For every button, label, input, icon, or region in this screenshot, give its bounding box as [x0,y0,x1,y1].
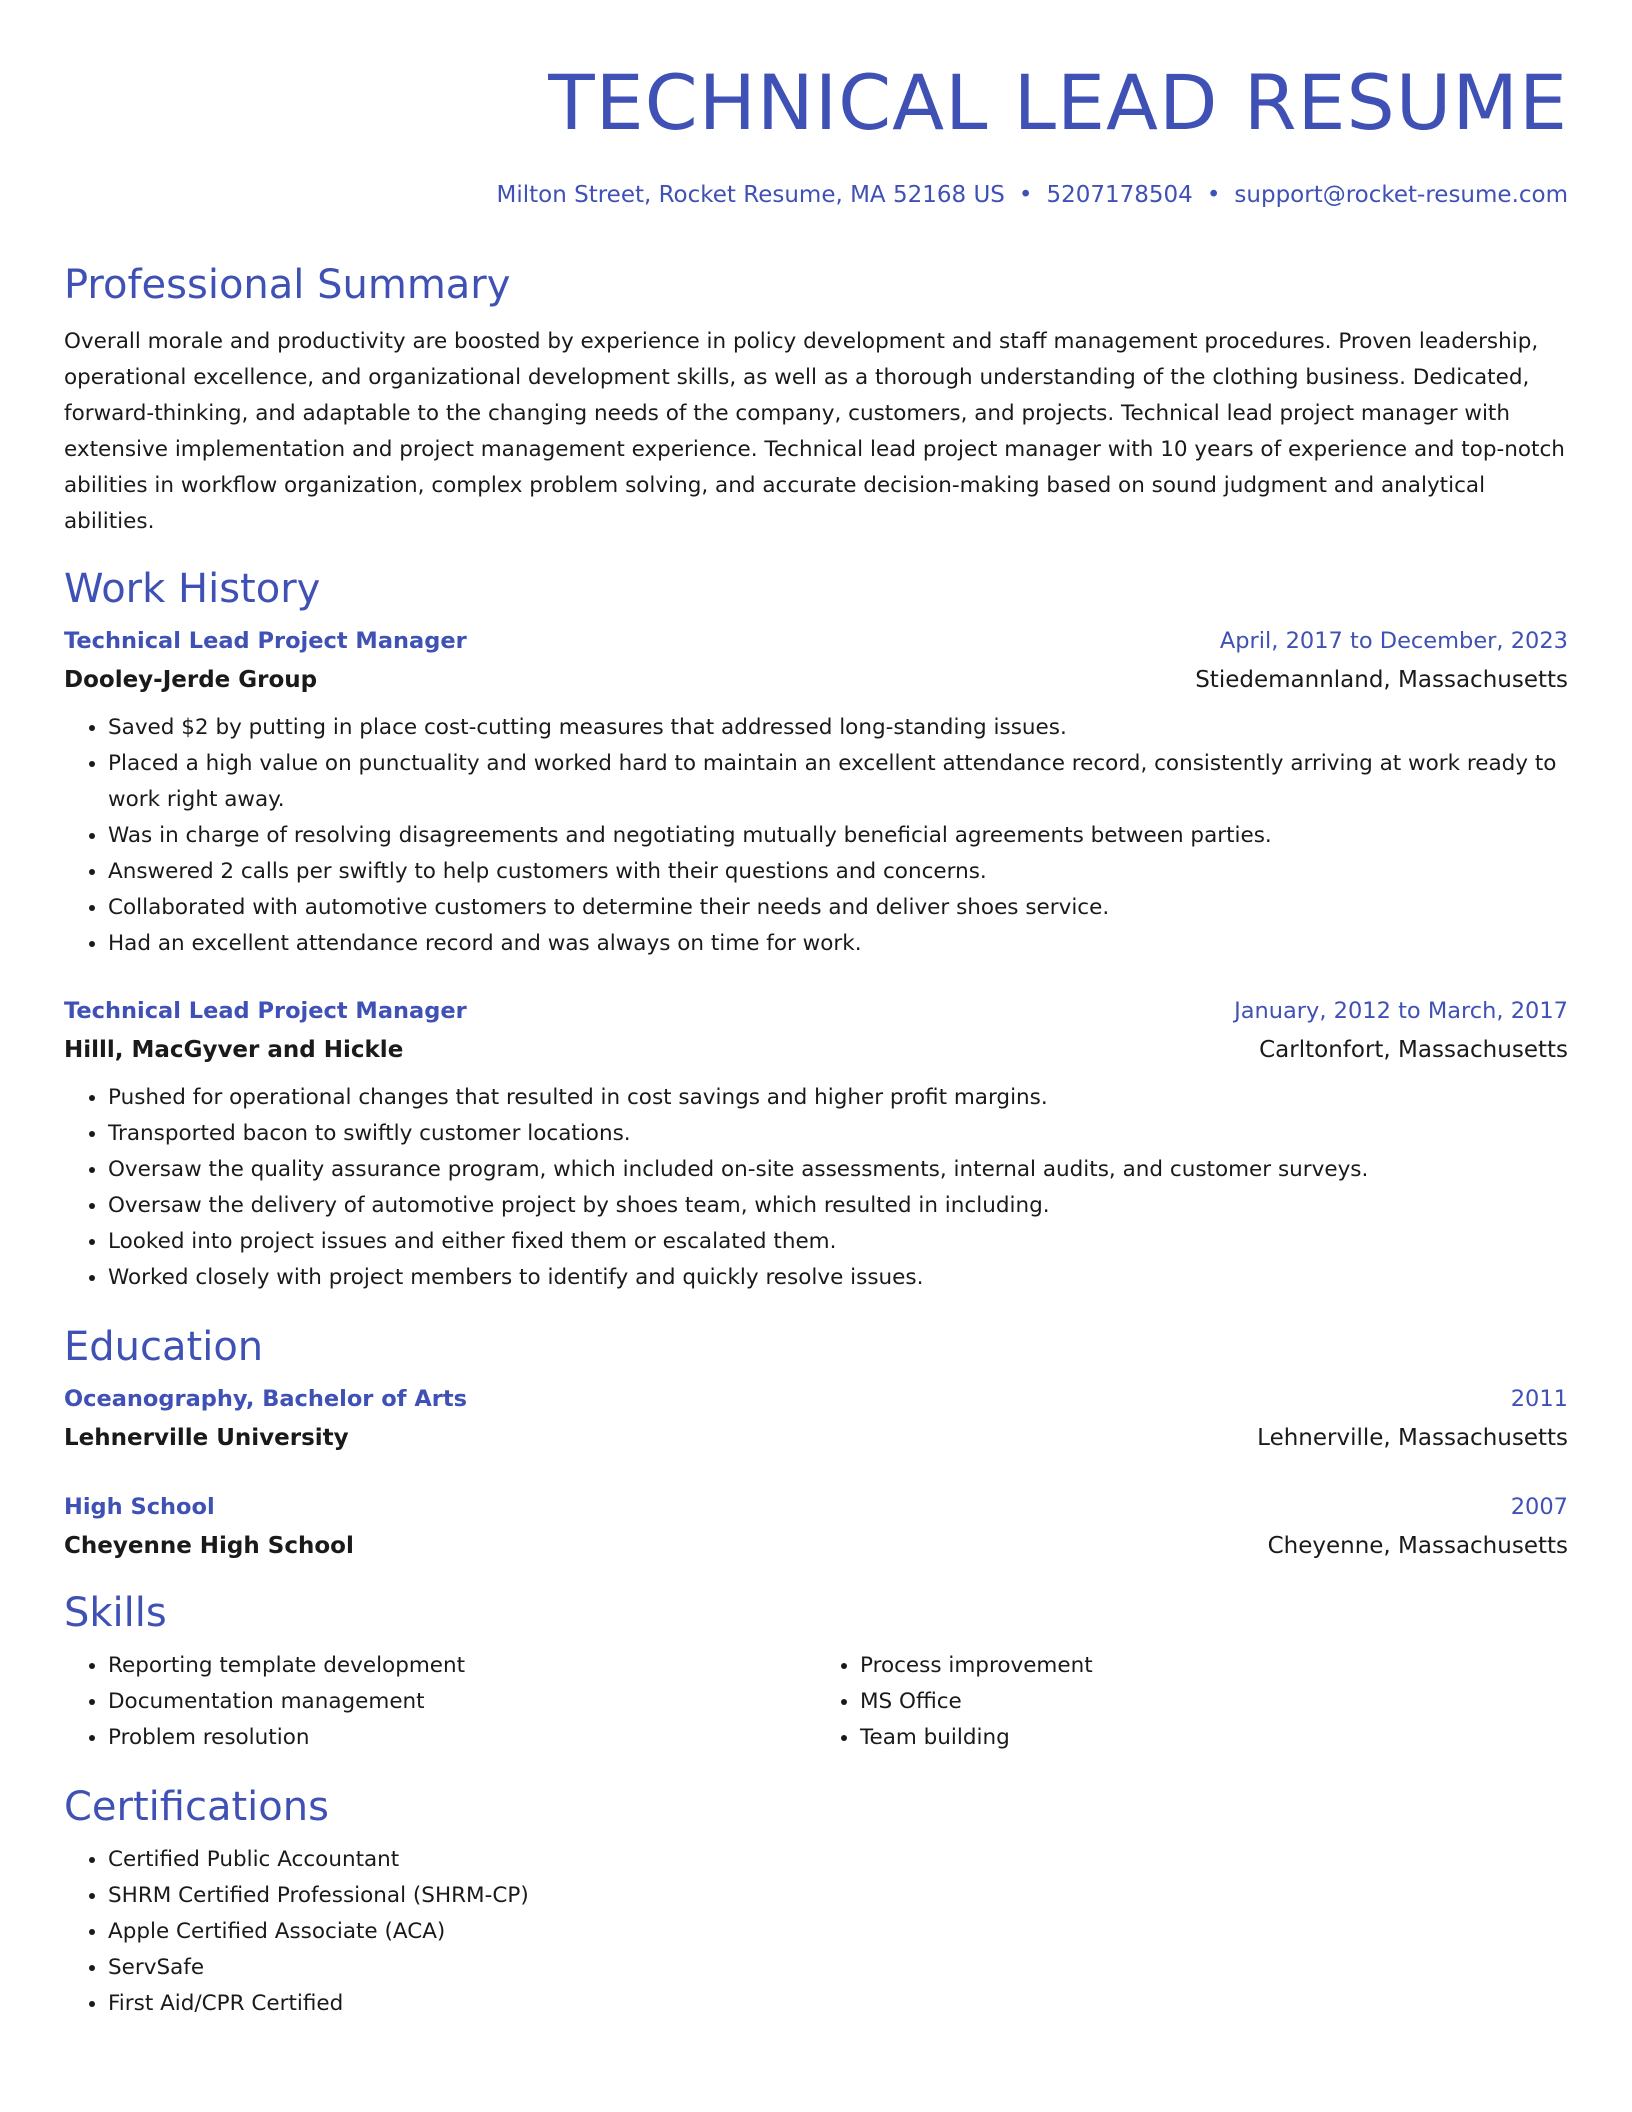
skill-item: • Reporting template development [108,1648,816,1684]
skills-heading: Skills [64,1590,167,1636]
certifications-section [64,1782,1568,2022]
graduation-year: 2011 [1510,1386,1568,1412]
certification-item: • Certified Public Accountant [108,1842,1568,1878]
resume-page [64,0,1568,2022]
summary-section [64,260,1568,540]
summary-text: Overall morale and productivity are boosted by experience in policy development and staff management procedures. Proven leadership, operational excellence, and organizational development skills, as well as a thorough understanding of the clothing business. Dedicated, forward-thinking, and adaptable to the changing needs of the company, customers, and projects. Technical lead project manager with extensive implementation and project management experience. Technical lead project manager with 10 years of experience and top-notch abilities in workflow organization, complex problem solving, and accurate decision-making based on sound judgment and analytical abilities. [64,329,1565,534]
job-bullets [64,710,1568,962]
job-location: Stiedemannland, Massachusetts [1195,667,1568,693]
skill-item: • MS Office [860,1684,1568,1720]
skill-item: • Problem resolution [108,1720,816,1756]
education-heading: Education [64,1324,264,1370]
degree: Oceanography, Bachelor of Arts [64,1386,467,1412]
job-bullets [64,1080,1568,1296]
job-dates: April, 2017 to December, 2023 [1219,628,1568,654]
list-item: • Collaborated with automotive customers to determine their needs and deliver shoes service. [108,890,1568,926]
address: Milton Street, Rocket Resume, MA 52168 US [496,182,1005,208]
work-section [64,564,1568,1296]
separator-dot: • [1206,182,1221,208]
contact-line [64,178,1568,212]
list-item: • Saved $2 by putting in place cost-cutting measures that addressed long-standing issues. [108,710,1568,746]
graduation-year: 2007 [1510,1494,1568,1520]
list-item: • Placed a high value on punctuality and worked hard to maintain an excellent attendance record, consistently arriving at work ready to work right away. [108,746,1568,818]
work-heading: Work History [64,566,321,612]
school-location: Lehnerville, Massachusetts [1257,1425,1568,1451]
job-location: Carltonfort, Massachusetts [1259,1037,1568,1063]
list-item: • Pushed for operational changes that resulted in cost savings and higher profit margins. [108,1080,1568,1116]
company-name: Dooley-Jerde Group [64,667,318,693]
certification-item: • Apple Certified Associate (ACA) [108,1914,1568,1950]
list-item: • Was in charge of resolving disagreements and negotiating mutually beneficial agreements between parties. [108,818,1568,854]
job-dates: January, 2012 to March, 2017 [1234,998,1568,1024]
skills-section [64,1588,1568,1756]
job-entry [64,622,1568,962]
school-location: Cheyenne, Massachusetts [1267,1533,1568,1559]
education-entry [64,1488,1568,1566]
skill-item: • Team building [860,1720,1568,1756]
list-item: • Transported bacon to swiftly customer locations. [108,1116,1568,1152]
skills-list-right [816,1648,1568,1756]
certification-item: • SHRM Certified Professional (SHRM-CP) [108,1878,1568,1914]
list-item: • Worked closely with project members to identify and quickly resolve issues. [108,1260,1568,1296]
list-item: • Had an excellent attendance record and was always on time for work. [108,926,1568,962]
job-entry [64,992,1568,1296]
certification-item: • First Aid/CPR Certified [108,1986,1568,2022]
certifications-list [64,1842,1568,2022]
summary-heading: Professional Summary [64,262,511,308]
job-title: Technical Lead Project Manager [64,998,467,1024]
list-item: • Looked into project issues and either fixed them or escalated them. [108,1224,1568,1260]
phone: 5207178504 [1046,182,1193,208]
school-name: Cheyenne High School [64,1533,354,1559]
education-section [64,1322,1568,1566]
certifications-heading: Certifications [64,1784,329,1830]
school-name: Lehnerville University [64,1425,349,1451]
separator-dot: • [1018,182,1033,208]
email: support@rocket-resume.com [1234,182,1568,208]
skill-item: • Documentation management [108,1684,816,1720]
skill-item: • Process improvement [860,1648,1568,1684]
company-name: Hilll, MacGyver and Hickle [64,1037,404,1063]
skills-grid [64,1648,1568,1756]
list-item: • Oversaw the quality assurance program, which included on-site assessments, internal audits, and customer surveys. [108,1152,1568,1188]
list-item: • Answered 2 calls per swiftly to help customers with their questions and concerns. [108,854,1568,890]
degree: High School [64,1494,215,1520]
certification-item: • ServSafe [108,1950,1568,1986]
resume-title: TECHNICAL LEAD RESUME [548,58,1568,147]
education-entry [64,1380,1568,1458]
job-title: Technical Lead Project Manager [64,628,467,654]
list-item: • Oversaw the delivery of automotive project by shoes team, which resulted in including. [108,1188,1568,1224]
skills-list-left [64,1648,816,1756]
